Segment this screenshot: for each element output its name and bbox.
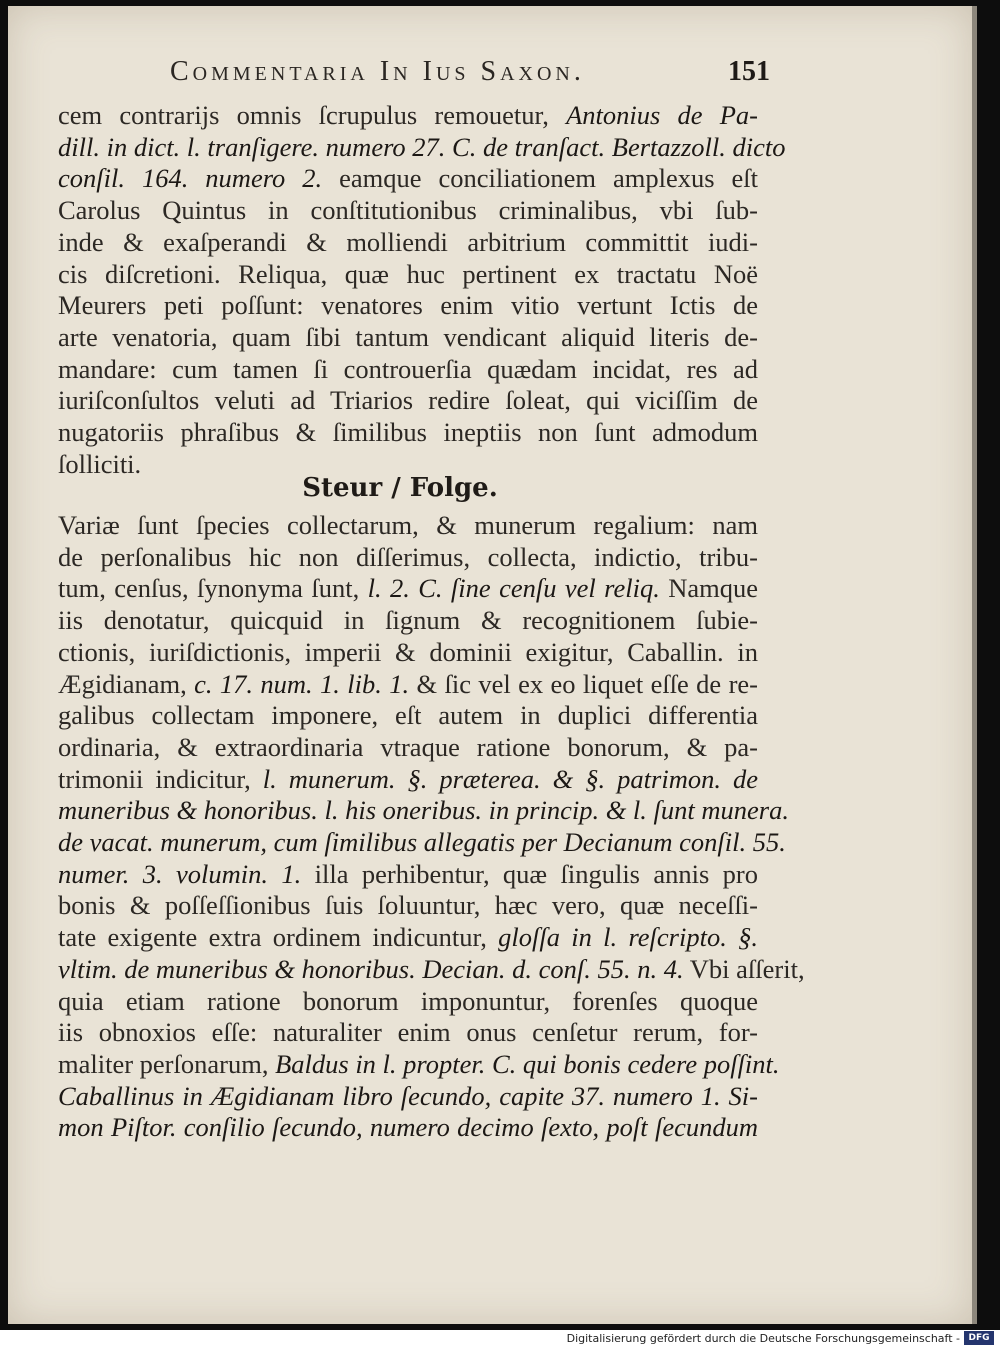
body-text: maliter perſonarum,	[58, 1048, 276, 1079]
text-line	[58, 99, 758, 131]
body-text: illa perhibentur, quæ ſingulis annis pro	[301, 858, 758, 889]
text-line	[58, 889, 758, 921]
body-text: Carolus Quintus in conſtitutionibus criminalibus, vbi ſub-	[58, 195, 758, 226]
body-text: iis obnoxios eſſe: naturaliter enim onus cenſetur rerum, for-	[58, 1017, 758, 1048]
text-line	[58, 541, 758, 573]
body-text: bonis & poſſeſſionibus ſuis ſoluuntur, hæc vero, quæ neceſſi-	[58, 890, 758, 921]
body-text: galibus collectam imponere, eſt autem in duplici differentia	[58, 700, 758, 731]
citation-text: Antonius de Pa-	[566, 100, 758, 130]
body-text: cis diſcretioni. Reliqua, quæ huc pertinent ex tractatu Noë	[58, 258, 758, 289]
body-text: Variæ ſunt ſpecies collectarum, & munerum regalium: nam	[58, 510, 758, 540]
body-text: tum, cenſus, ſynonyma ſunt,	[58, 573, 368, 604]
body-text: cem contrarijs omnis ſcrupulus remouetur,	[58, 100, 567, 130]
body-text: tate exigente extra ordinem indicuntur,	[58, 922, 499, 953]
text-line	[58, 731, 758, 763]
citation-text: c. 17. num. 1. lib. 1.	[194, 668, 410, 699]
body-text: inde & exaſperandi & molliendi arbitrium committit iudi-	[58, 226, 758, 257]
text-line	[58, 763, 758, 795]
text-line	[58, 668, 758, 700]
body-text: mandare: cum tamen ſi controuerſia quædam incidat, res ad	[58, 353, 758, 384]
body-text: ſolliciti.	[58, 448, 142, 479]
body-text: arte venatoria, quam ſibi tantum vendicant aliquid literis de-	[58, 321, 758, 352]
text-line	[58, 921, 758, 953]
text-line	[58, 1111, 758, 1143]
text-line	[58, 953, 805, 985]
citation-text: de vacat. munerum, cum ſimilibus allegatis per Decianum conſil. 55.	[58, 827, 786, 857]
text-line	[58, 858, 758, 890]
text-line	[58, 1080, 758, 1112]
text-line	[58, 162, 758, 194]
section-heading: Steur / Folge.	[302, 473, 498, 503]
page-edge	[972, 6, 977, 1324]
text-line	[58, 604, 758, 636]
body-text: nugatoriis phraſibus & ſimilibus ineptiis non ſunt admodum	[58, 417, 758, 447]
footer-credit: Digitalisierung gefördert durch die Deutsche Forschungsgemeinschaft -	[566, 1332, 960, 1345]
citation-text: gloſſa in l. reſcripto. §.	[498, 922, 758, 953]
citation-text: mon Piſtor. conſilio ſecundo, numero decimo ſexto, poſt ſecundum	[58, 1112, 758, 1143]
text-line	[58, 226, 758, 258]
citation-text: l. 2. C. ſine cenſu vel reliq.	[367, 573, 660, 604]
body-text: iis denotatur, quicquid in ſignum & recognitionem ſubie-	[58, 605, 758, 636]
body-text: Vbi aſſerit,	[683, 953, 805, 984]
body-text: Namque	[659, 573, 758, 604]
citation-text: conſil. 164. numero 2.	[58, 163, 323, 194]
citation-text: vltim. de muneribus & honoribus. Decian. d. conſ. 55. n. 4.	[58, 953, 684, 984]
text-line	[58, 416, 758, 448]
running-title: Commentaria In Ius Saxon.	[170, 56, 585, 87]
text-line	[58, 699, 758, 731]
text-line	[58, 194, 758, 226]
body-text: ctionis, iuriſdictionis, imperii & dominii exigitur, Caballin. in	[58, 636, 758, 667]
body-text: eamque conciliationem amplexus eſt	[322, 163, 758, 194]
text-line	[58, 572, 758, 604]
body-text: Ægidianam,	[58, 668, 195, 699]
body-text: & ſic vel ex eo liquet eſſe de re-	[409, 668, 758, 699]
text-line	[58, 384, 758, 416]
citation-text: l. munerum. §. præterea. & §. patrimon. de	[262, 763, 758, 794]
citation-text: dill. in dict. l. tranſigere. numero 27. C. de tranſact. Bertazzoll. dicto	[58, 131, 786, 162]
citation-text: Baldus in l. propter. C. qui bonis cedere poſſint.	[275, 1048, 780, 1079]
text-line	[58, 258, 758, 290]
citation-text: muneribus & honoribus. l. his oneribus. in princip. & l. ſunt munera.	[58, 795, 789, 826]
text-line	[58, 985, 758, 1017]
body-text: Meurers peti poſſunt: venatores enim vitio vertunt Ictis de	[58, 290, 758, 321]
body-text: iuriſconſultos veluti ad Triarios redire ſoleat, qui viciſſim de	[58, 385, 758, 416]
text-line	[58, 353, 758, 385]
citation-text: Caballinus in Ægidianam libro ſecundo, capite 37. numero 1. Si-	[58, 1080, 758, 1111]
body-text: trimonii indicitur,	[58, 763, 263, 794]
page-number: 151	[728, 56, 770, 87]
text-line	[58, 448, 758, 480]
body-text: quia etiam ratione bonorum imponuntur, forenſes quoque	[58, 985, 758, 1016]
text-line	[58, 289, 758, 321]
text-line	[58, 321, 758, 353]
text-line	[58, 636, 758, 668]
text-line	[58, 131, 786, 163]
text-line	[58, 1048, 780, 1080]
body-text: de perſonalibus hic non diſſerimus, collecta, indictio, tribu-	[58, 541, 758, 572]
dfg-logo: DFG	[964, 1331, 994, 1345]
citation-text: numer. 3. volumin. 1.	[58, 858, 302, 889]
text-line	[58, 509, 758, 541]
text-line	[58, 1016, 758, 1048]
text-line	[58, 826, 786, 858]
footer-bar	[0, 1330, 1000, 1349]
page-header	[150, 52, 770, 92]
text-line	[58, 794, 789, 826]
body-text: ordinaria, & extraordinaria vtraque ratione bonorum, & pa-	[58, 731, 758, 762]
